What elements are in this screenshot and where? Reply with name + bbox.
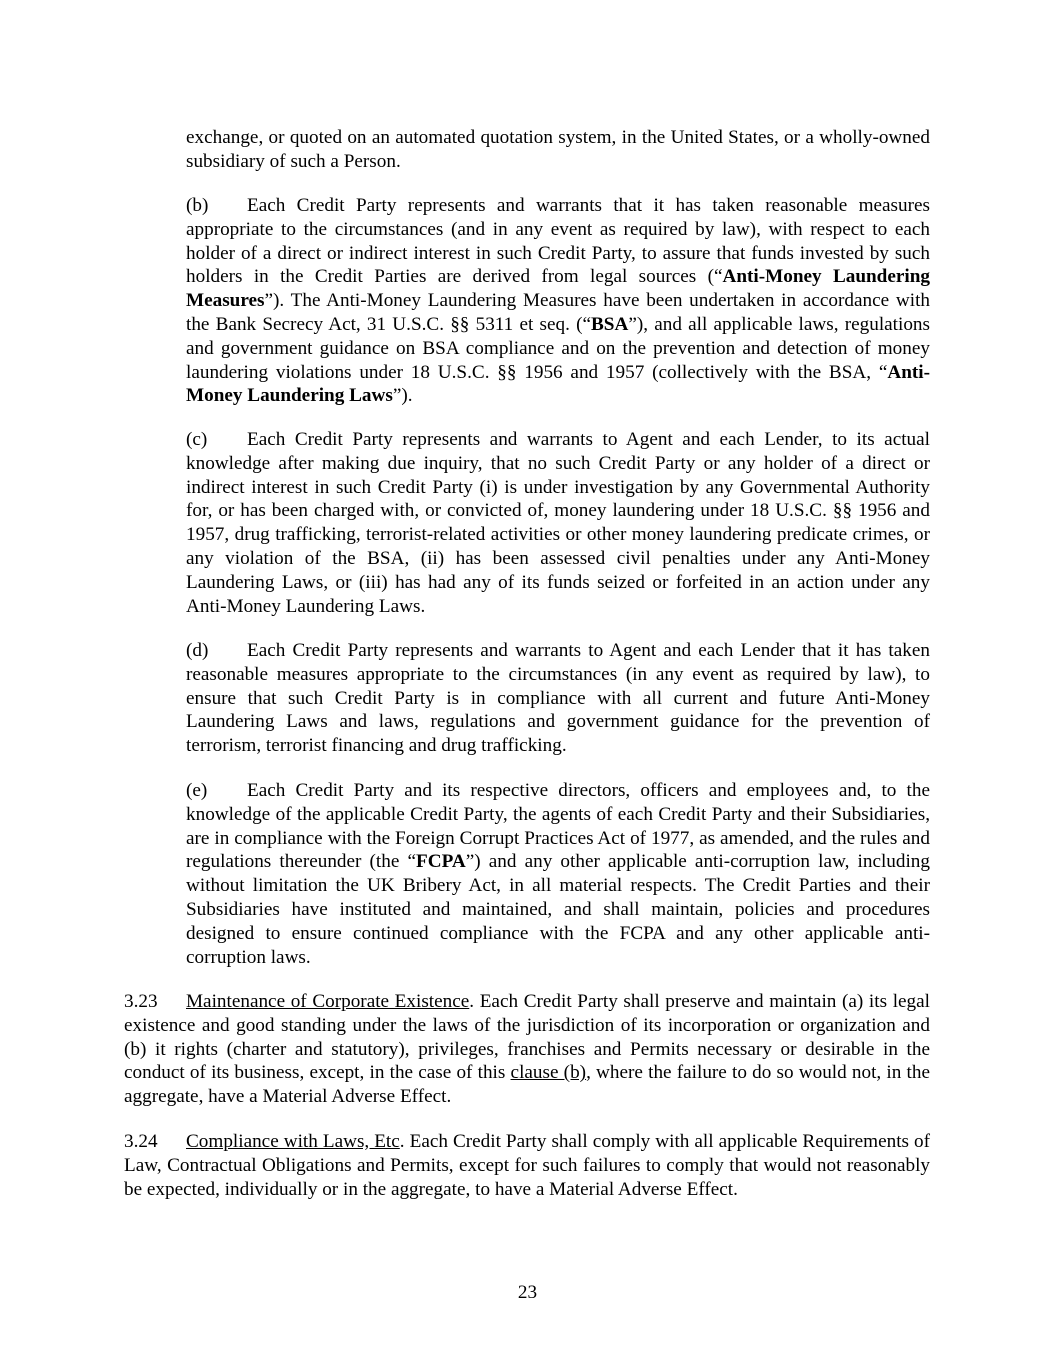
section-3-23-number: 3.23 [124, 991, 158, 1012]
paragraph-e-label: (e) [186, 780, 208, 801]
section-3-24-text: . Each Credit Party shall comply with all applicable Requirements of Law, Contractual Obligations and Permits, except for such failures to comply that would not reasonably be expected, individually or in the aggregate, to have a Material Adverse Effect. [124, 1131, 930, 1200]
section-3-24 [124, 1130, 930, 1201]
paragraph-b-text-1: Each Credit Party represents and warrants that it has taken reasonable measures appropriate to the circumstances (and in any event as required by law), with respect to each holder of a direct or indirect interest in such Credit Party, to assure that funds invested by such holders in the Credit Parties are derived from legal sources (“ [186, 195, 930, 288]
paragraph-e-text-2: ”) and any other applicable anti-corruption law, including without limitation the UK Bribery Act, in all material respects. The Credit Parties and their Subsidiaries have instituted and maintained, and shall maintain, policies and procedures designed to ensure continued compliance with the FCPA and any other applicable anti-corruption laws. [186, 851, 930, 968]
paragraph-c [186, 428, 930, 618]
paragraph-b-text-4: ”). [392, 385, 413, 407]
term-fcpa: FCPA [416, 851, 466, 873]
clause-b-reference: clause (b) [510, 1062, 587, 1084]
term-bsa: BSA [591, 313, 629, 335]
paragraph-d [186, 639, 930, 758]
paragraph-c-label: (c) [186, 429, 208, 450]
term-anti-money-laundering-laws: Anti-Money Laundering Laws [186, 361, 930, 407]
section-3-23-text-1: . Each Credit Party shall preserve and maintain (a) its legal existence and good standing under the laws of the jurisdiction of its incorporation or organization and (b) it rights (charter and statutory), privileges, franchises and Permits necessary or desirable in the conduct of its business, except, in the case of this [124, 991, 930, 1084]
section-3-24-number: 3.24 [124, 1131, 158, 1152]
section-3-23 [124, 990, 930, 1109]
paragraph-b-text-3: ”), and all applicable laws, regulations and government guidance on BSA compliance and on the prevention and detection of money laundering violations under 18 U.S.C. §§ 1956 and 1957 (collectively with the BSA, “ [186, 313, 930, 383]
paragraph-d-label: (d) [186, 640, 209, 661]
paragraph-intro-continuation [186, 126, 930, 174]
page-number: 23 [517, 1282, 538, 1303]
section-3-23-heading: Maintenance of Corporate Existence [186, 991, 470, 1012]
term-anti-money-laundering-measures: Anti-Money Laundering Measures [186, 266, 930, 312]
paragraph-e [186, 779, 930, 969]
paragraph-e-text-1: Each Credit Party and its respective directors, officers and employees and, to the knowledge of the applicable Credit Party, the agents of each Credit Party and their Subsidiaries, are in compliance with the Foreign Corrupt Practices Act of 1977, as amended, and the rules and regulations thereunder (the “ [186, 780, 930, 873]
section-3-24-heading: Compliance with Laws, Etc [186, 1131, 400, 1152]
intro-text: exchange, or quoted on an automated quotation system, in the United States, or a wholly-owned subsidiary of such a Person. [186, 127, 930, 172]
paragraph-b-label: (b) [186, 195, 209, 216]
paragraph-d-text: Each Credit Party represents and warrants to Agent and each Lender that it has taken reasonable measures appropriate to the circumstances (in any event as required by law), to ensure that such Credit Party is in compliance with all current and future Anti-Money Laundering Laws and laws, regulations and government guidance for the prevention of terrorism, terrorist financing and drug trafficking. [186, 640, 930, 757]
paragraph-b [186, 194, 930, 408]
paragraph-c-text: Each Credit Party represents and warrants to Agent and each Lender, to its actual knowledge after making due inquiry, that no such Credit Party or any holder of a direct or indirect interest in such Credit Party (i) is under investigation by any Governmental Authority for, or has been charged with, or convicted of, money laundering under 18 U.S.C. §§ 1956 and 1957, drug trafficking, terrorist-related activities or other money laundering predicate crimes, or any violation of the BSA, (ii) has been assessed civil penalties under any Anti-Money Laundering Laws, or (iii) has had any of its funds seized or forfeited in an action under any Anti-Money Laundering Laws. [186, 429, 930, 617]
paragraph-b-text-2: ”). The Anti-Money Laundering Measures have been undertaken in accordance with the Bank Secrecy Act, 31 U.S.C. §§ 5311 et seq. (“ [186, 290, 930, 335]
section-3-23-text-2: , where the failure to do so would not, in the aggregate, have a Material Adverse Effect. [124, 1062, 930, 1108]
